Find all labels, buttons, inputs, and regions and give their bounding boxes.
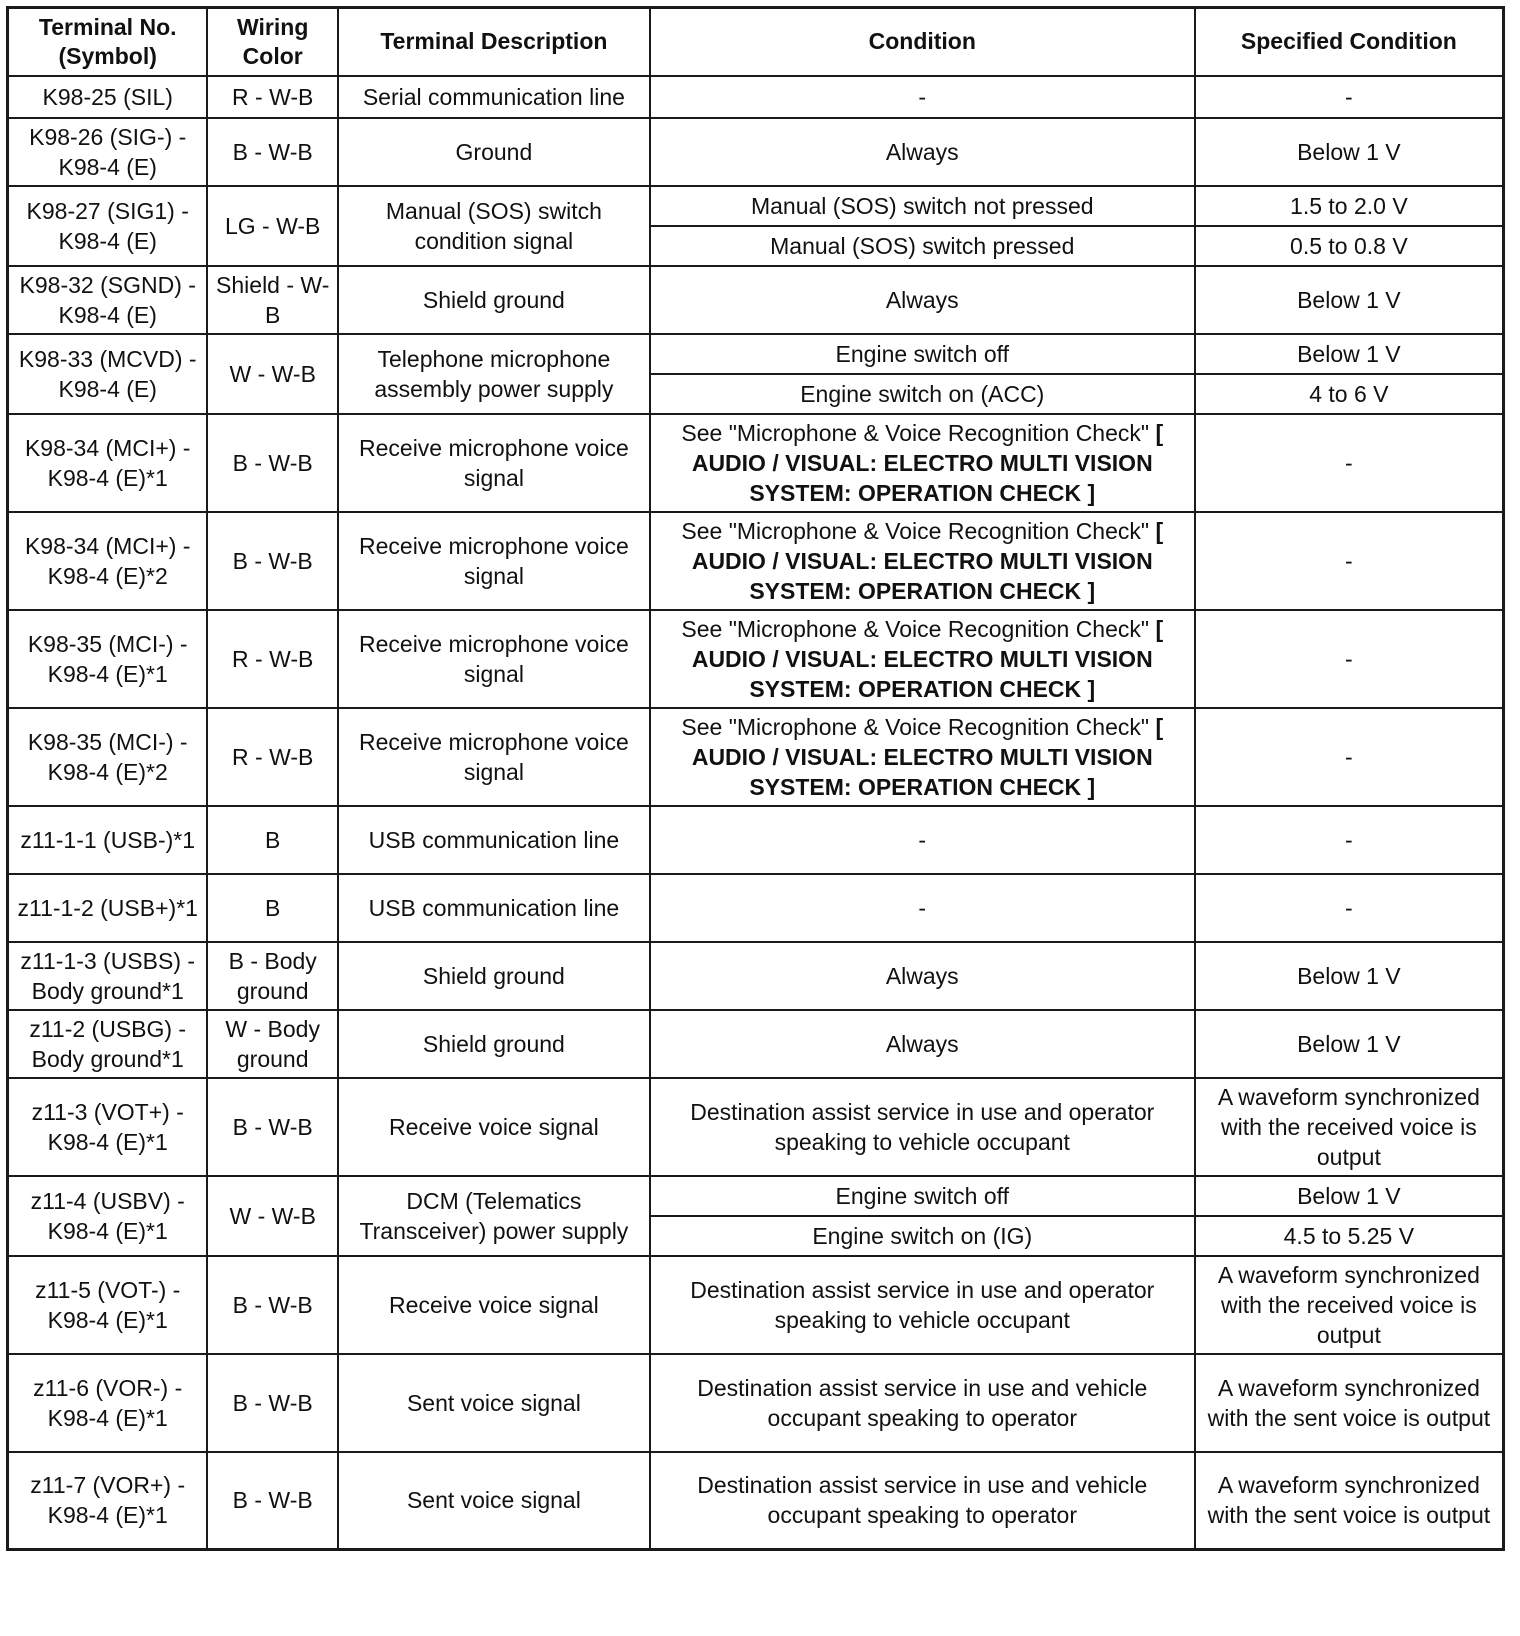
see-reference-text: See "Microphone & Voice Recognition Check" xyxy=(681,615,1156,642)
header-row xyxy=(8,8,1504,76)
terminal-description-cell: Sent voice signal xyxy=(338,1452,650,1550)
table-row xyxy=(8,1176,1504,1216)
terminal-cell: z11-3 (VOT+) - K98-4 (E)*1 xyxy=(8,1078,208,1176)
wiring-color-cell: B xyxy=(207,874,338,942)
condition-cell: Manual (SOS) switch not pressed xyxy=(650,186,1195,226)
wiring-color-cell: W - Body ground xyxy=(207,1010,338,1078)
condition-cell: Always xyxy=(650,266,1195,334)
terminal-cell: K98-25 (SIL) xyxy=(8,76,208,118)
terminal-cell: z11-1-2 (USB+)*1 xyxy=(8,874,208,942)
condition-cell: Always xyxy=(650,118,1195,186)
table-row xyxy=(8,942,1504,1010)
wiring-color-cell: B - W-B xyxy=(207,512,338,610)
wiring-color-cell: B - W-B xyxy=(207,1256,338,1354)
wiring-color-cell: B - W-B xyxy=(207,1354,338,1452)
terminal-cell: K98-35 (MCI-) - K98-4 (E)*2 xyxy=(8,708,208,806)
terminal-cell: z11-1-3 (USBS) - Body ground*1 xyxy=(8,942,208,1010)
table-row xyxy=(8,806,1504,874)
table-row xyxy=(8,334,1504,374)
terminal-description-cell: Receive voice signal xyxy=(338,1078,650,1176)
document-page xyxy=(6,6,1505,1551)
terminal-cell: K98-33 (MCVD) - K98-4 (E) xyxy=(8,334,208,414)
terminal-cell: z11-7 (VOR+) - K98-4 (E)*1 xyxy=(8,1452,208,1550)
specified-condition-cell: 4 to 6 V xyxy=(1195,374,1504,414)
header-wiring-color: Wiring Color xyxy=(207,8,338,76)
wiring-color-cell: LG - W-B xyxy=(207,186,338,266)
terminal-table xyxy=(6,6,1505,1551)
condition-cell: - xyxy=(650,806,1195,874)
wiring-color-cell: B - W-B xyxy=(207,1078,338,1176)
condition-cell: Engine switch off xyxy=(650,334,1195,374)
terminal-cell: K98-27 (SIG1) - K98-4 (E) xyxy=(8,186,208,266)
terminal-description-cell: Receive microphone voice signal xyxy=(338,414,650,512)
terminal-description-cell: Shield ground xyxy=(338,266,650,334)
table-row xyxy=(8,186,1504,226)
condition-cell: Manual (SOS) switch pressed xyxy=(650,226,1195,266)
table-row xyxy=(8,266,1504,334)
condition-cell: - xyxy=(650,874,1195,942)
condition-cell: Destination assist service in use and vehicle occupant speaking to operator xyxy=(650,1354,1195,1452)
table-row xyxy=(8,512,1504,610)
terminal-cell: z11-4 (USBV) - K98-4 (E)*1 xyxy=(8,1176,208,1256)
specified-condition-cell: - xyxy=(1195,806,1504,874)
table-row xyxy=(8,708,1504,806)
specified-condition-cell: - xyxy=(1195,414,1504,512)
see-reference-text: See "Microphone & Voice Recognition Check" xyxy=(681,517,1156,544)
terminal-cell: z11-1-1 (USB-)*1 xyxy=(8,806,208,874)
table-row xyxy=(8,1452,1504,1550)
terminal-description-cell: Receive microphone voice signal xyxy=(338,708,650,806)
wiring-color-cell: W - W-B xyxy=(207,1176,338,1256)
table-body xyxy=(8,76,1504,1550)
condition-cell: - xyxy=(650,76,1195,118)
terminal-description-cell: Shield ground xyxy=(338,1010,650,1078)
specified-condition-cell: A waveform synchronized with the received voice is output xyxy=(1195,1078,1504,1176)
condition-cell: Destination assist service in use and operator speaking to vehicle occupant xyxy=(650,1078,1195,1176)
terminal-description-cell: Receive microphone voice signal xyxy=(338,512,650,610)
specified-condition-cell: A waveform synchronized with the received voice is output xyxy=(1195,1256,1504,1354)
condition-cell: Always xyxy=(650,942,1195,1010)
specified-condition-cell: Below 1 V xyxy=(1195,1010,1504,1078)
header-terminal: Terminal No. (Symbol) xyxy=(8,8,208,76)
table-row xyxy=(8,414,1504,512)
table-row xyxy=(8,610,1504,708)
condition-cell: Engine switch on (ACC) xyxy=(650,374,1195,414)
see-reference-link: [ AUDIO / VISUAL: ELECTRO MULTI VISION SYSTEM: OPERATION CHECK ] xyxy=(691,713,1164,800)
terminal-cell: K98-26 (SIG-) - K98-4 (E) xyxy=(8,118,208,186)
see-reference-link: [ AUDIO / VISUAL: ELECTRO MULTI VISION SYSTEM: OPERATION CHECK ] xyxy=(691,419,1164,506)
terminal-description-cell: USB communication line xyxy=(338,874,650,942)
specified-condition-cell: Below 1 V xyxy=(1195,1176,1504,1216)
specified-condition-cell: - xyxy=(1195,708,1504,806)
table-row xyxy=(8,1078,1504,1176)
terminal-description-cell: Manual (SOS) switch condition signal xyxy=(338,186,650,266)
wiring-color-cell: B - Body ground xyxy=(207,942,338,1010)
header-condition: Condition xyxy=(650,8,1195,76)
condition-cell: Always xyxy=(650,1010,1195,1078)
terminal-description-cell: Sent voice signal xyxy=(338,1354,650,1452)
condition-cell: Engine switch off xyxy=(650,1176,1195,1216)
header-specified-condition: Specified Condition xyxy=(1195,8,1504,76)
table-row xyxy=(8,874,1504,942)
terminal-description-cell: Telephone microphone assembly power supply xyxy=(338,334,650,414)
see-reference-link: [ AUDIO / VISUAL: ELECTRO MULTI VISION SYSTEM: OPERATION CHECK ] xyxy=(691,517,1164,604)
terminal-description-cell: Receive voice signal xyxy=(338,1256,650,1354)
specified-condition-cell: Below 1 V xyxy=(1195,118,1504,186)
condition-cell xyxy=(650,610,1195,708)
table-row xyxy=(8,1256,1504,1354)
wiring-color-cell: B - W-B xyxy=(207,118,338,186)
wiring-color-cell: R - W-B xyxy=(207,76,338,118)
specified-condition-cell: - xyxy=(1195,610,1504,708)
specified-condition-cell: A waveform synchronized with the sent voice is output xyxy=(1195,1354,1504,1452)
specified-condition-cell: 0.5 to 0.8 V xyxy=(1195,226,1504,266)
terminal-description-cell: DCM (Telematics Transceiver) power supply xyxy=(338,1176,650,1256)
terminal-cell: z11-6 (VOR-) - K98-4 (E)*1 xyxy=(8,1354,208,1452)
condition-cell: Destination assist service in use and operator speaking to vehicle occupant xyxy=(650,1256,1195,1354)
condition-cell: Destination assist service in use and vehicle occupant speaking to operator xyxy=(650,1452,1195,1550)
specified-condition-cell: 4.5 to 5.25 V xyxy=(1195,1216,1504,1256)
terminal-description-cell: Serial communication line xyxy=(338,76,650,118)
specified-condition-cell: - xyxy=(1195,76,1504,118)
terminal-cell: K98-34 (MCI+) - K98-4 (E)*1 xyxy=(8,414,208,512)
terminal-description-cell: Shield ground xyxy=(338,942,650,1010)
specified-condition-cell: - xyxy=(1195,512,1504,610)
condition-cell xyxy=(650,414,1195,512)
specified-condition-cell: 1.5 to 2.0 V xyxy=(1195,186,1504,226)
specified-condition-cell: Below 1 V xyxy=(1195,266,1504,334)
wiring-color-cell: R - W-B xyxy=(207,708,338,806)
specified-condition-cell: Below 1 V xyxy=(1195,942,1504,1010)
terminal-cell: K98-32 (SGND) - K98-4 (E) xyxy=(8,266,208,334)
wiring-color-cell: B xyxy=(207,806,338,874)
header-terminal-description: Terminal Description xyxy=(338,8,650,76)
terminal-cell: K98-34 (MCI+) - K98-4 (E)*2 xyxy=(8,512,208,610)
wiring-color-cell: B - W-B xyxy=(207,414,338,512)
terminal-description-cell: Receive microphone voice signal xyxy=(338,610,650,708)
specified-condition-cell: A waveform synchronized with the sent voice is output xyxy=(1195,1452,1504,1550)
table-row xyxy=(8,1010,1504,1078)
see-reference-link: [ AUDIO / VISUAL: ELECTRO MULTI VISION SYSTEM: OPERATION CHECK ] xyxy=(691,615,1164,702)
terminal-cell: z11-2 (USBG) - Body ground*1 xyxy=(8,1010,208,1078)
condition-cell xyxy=(650,512,1195,610)
table-row xyxy=(8,1354,1504,1452)
wiring-color-cell: B - W-B xyxy=(207,1452,338,1550)
wiring-color-cell: Shield - W-B xyxy=(207,266,338,334)
wiring-color-cell: W - W-B xyxy=(207,334,338,414)
terminal-cell: K98-35 (MCI-) - K98-4 (E)*1 xyxy=(8,610,208,708)
see-reference-text: See "Microphone & Voice Recognition Check" xyxy=(681,713,1156,740)
terminal-description-cell: Ground xyxy=(338,118,650,186)
wiring-color-cell: R - W-B xyxy=(207,610,338,708)
see-reference-text: See "Microphone & Voice Recognition Check" xyxy=(681,419,1156,446)
condition-cell xyxy=(650,708,1195,806)
table-row xyxy=(8,118,1504,186)
condition-cell: Engine switch on (IG) xyxy=(650,1216,1195,1256)
terminal-description-cell: USB communication line xyxy=(338,806,650,874)
table-row xyxy=(8,76,1504,118)
specified-condition-cell: - xyxy=(1195,874,1504,942)
specified-condition-cell: Below 1 V xyxy=(1195,334,1504,374)
terminal-cell: z11-5 (VOT-) - K98-4 (E)*1 xyxy=(8,1256,208,1354)
